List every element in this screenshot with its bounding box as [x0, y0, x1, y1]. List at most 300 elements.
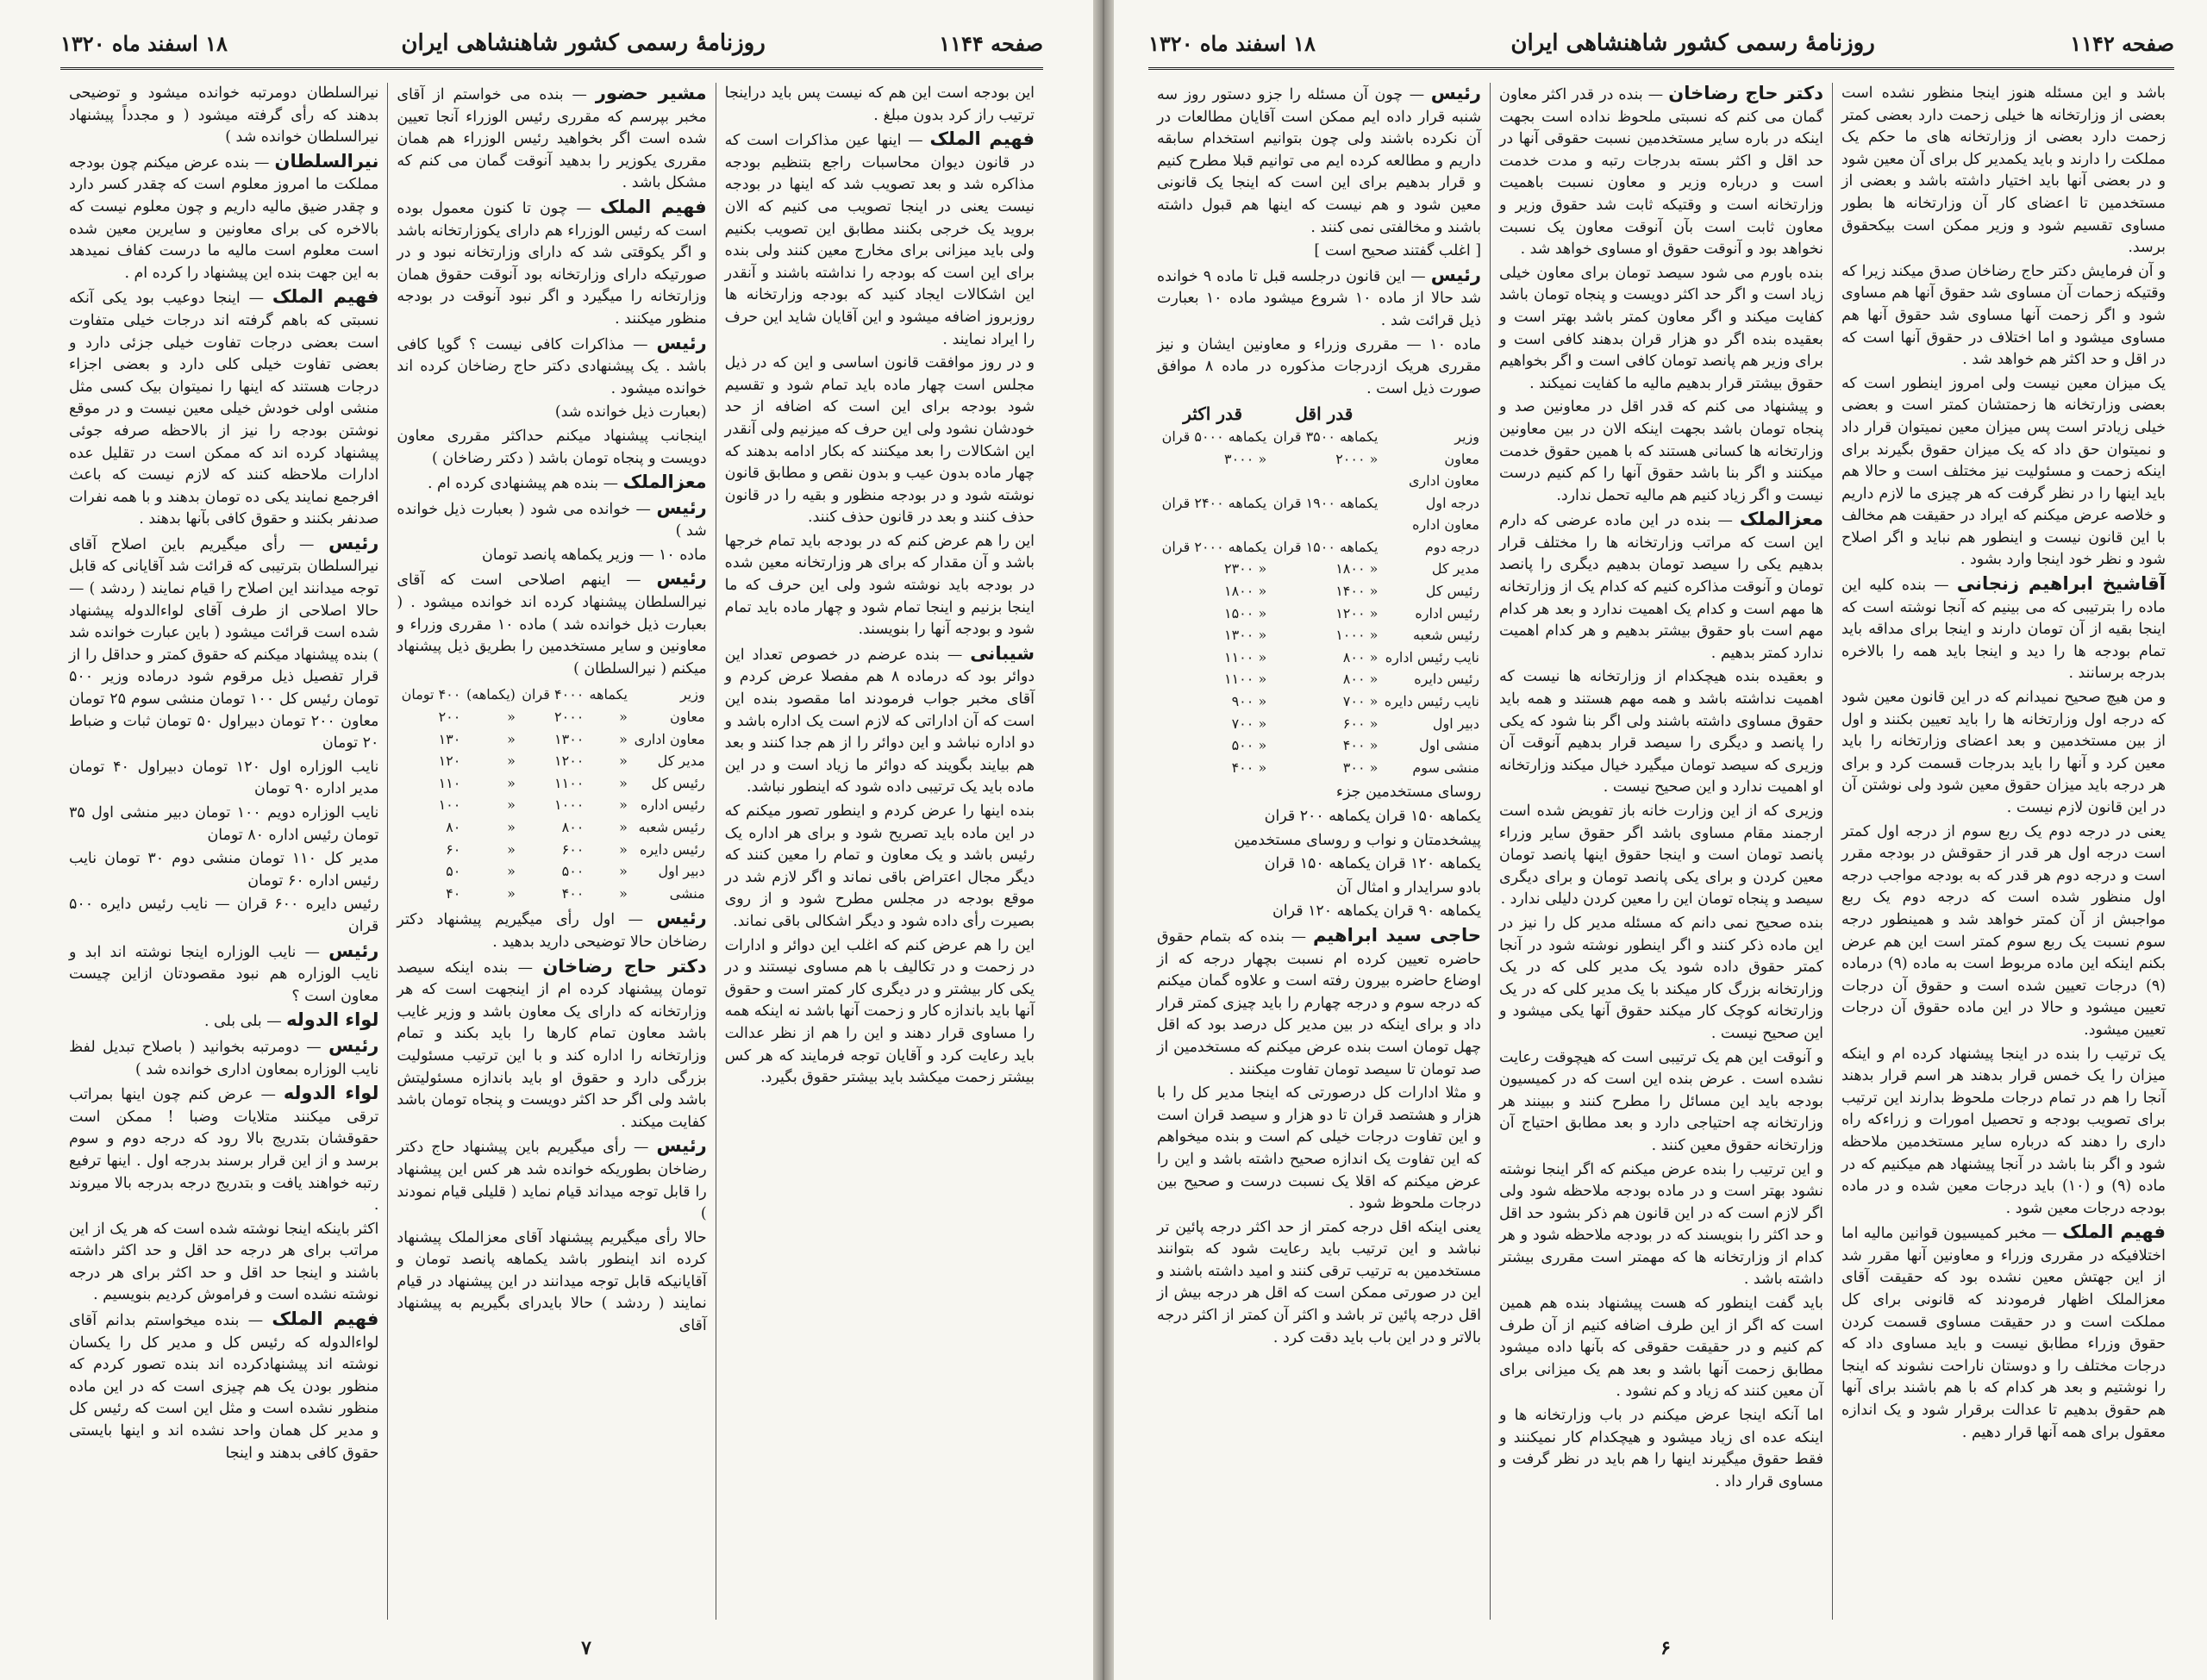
body-text: روسای مستخدمین جزء — [1335, 784, 1481, 802]
body-text: — عرض کنم چون اینها بمراتب ترقی میکنند متلایات وضبا ! ممکن است حقوقشان بتدریج بالا رود که درجه دوم و سوم برسد و از این قرار برسند بدرجه اول . اینها ترفیع رتبه خواهند یافت و بتدریج درجه بدرجه بالا میروند . — [69, 1086, 379, 1215]
paragraph — [1157, 782, 1481, 804]
table-row — [397, 883, 706, 905]
table-cell: ۵۰۰ — [561, 863, 585, 880]
body-text: — بنده هم پیشنهادی کرده ام . — [427, 475, 618, 493]
table-cell: وزیر — [1454, 428, 1479, 445]
body-text: — نایب الوزاره اینجا نوشته اند ابد و نایب الوزاره هم نبود مقصودتان ازاین چیست معاون است ؟ — [69, 943, 379, 1005]
speaker-paragraph — [69, 286, 378, 531]
body-text: — بنده در این ماده عرضی که دارم این است که مراتب وزارتخانه ها را مختلف قرار بدهیم یکی را سیصد تومان بدهیم دیگری را پانصد تومان و آنوقت مذاکره کنیم که کدام یک از وزارتخانه ها مهم است و کدام یک اهمیت ندارد و بعد هر کدام مهم است باو حقوق بیشتر بدهیم و هر کدام اهمیت ندارد کمتر بدهیم . — [1499, 512, 1823, 662]
table-cell: منشی سوم — [1412, 759, 1479, 776]
paragraph — [1499, 913, 1823, 1046]
body-text: مدیر کل ۱۱۰ تومان منشی دوم ۳۰ تومان نایب رئیس اداره ۶۰ تومان — [69, 850, 379, 890]
speaker-name: رئیس — [656, 332, 707, 353]
speaker-paragraph — [397, 83, 706, 195]
speaker-name: نیرالسلطان — [274, 150, 379, 172]
table-cell: ۲۰۰ — [438, 709, 461, 726]
body-text: — بنده عرضم در خصوص تعداد این دوائر بود که درماده ۸ هم مفصلا عرض کردم و آقای مخبر جواب فرمودند اما مقصود بنده این است که آن اداراتی که لازم است یک اداره باشد و دو اداره نباشد و این دوائر را از هم جدا کنند و بعد هم بیایند بگویند که دوائر ما زیاد است و در این ماده باید یک ترتیبی داده شود که اینطور نباشد. — [724, 646, 1035, 796]
table-row — [1157, 514, 1481, 536]
table-cell: « — [619, 840, 628, 858]
table-cell: معاون اداره — [1412, 516, 1479, 534]
table-cell: ۸۰۰ — [561, 819, 585, 835]
table-cell: « ۱۸۰۰ — [1223, 583, 1267, 600]
body-text: یک ترتیب را بنده در اینجا پیشنهاد کرده ام و اینکه میزان را یک خمس قرار بدهند هر اسم قرار بدهند آنجا را هم در تمام درجات ملحوظ بدارند این ترتیب برای تصویب بودجه و تحصیل امورات و زراءکه راه داری را دهند که درباره سایر مستخدمین ملاحظه شود و اگر بنا باشد در آنجا پیشنهاد هم میکنیم که در ماده (۹) و (۱۰) باید درجات معین شده و در ماده بودجه درجات معین شود . — [1841, 1045, 2166, 1217]
binding-gutter — [1093, 0, 1114, 1680]
paragraph — [397, 1227, 706, 1338]
body-text: — بنده میخواستم بدانم آقای لواءالدوله که رئیس کل و مدیر کل را یکسان نوشته اند پیشنهادکرده اند بنده تصور کردم که منظور بودن یک هم چیزی است که در این ماده منظور نشده است و مثل این است که رئیس کل و مدیر کل همان واحد نشده اند و اینها بایستی حقوق کافی بدهند و اینجا — [69, 1312, 379, 1462]
table-cell: « — [619, 774, 628, 791]
table-cell: یکماهه ۲۴۰۰ قران — [1161, 494, 1267, 511]
body-text: بنده باورم می شود سیصد تومان برای معاون خیلی زیاد است و اگر حد اکثر دویست و پنجاه تومان باشد کفایت میکند و اگر معاون کمتر باشد بهتر است و بعقیده بنده اگر دو هزار قران بدهند کافی است و برای وزیر هم پانصد تومان کافی است و اگر بخواهیم حقوق بیشتر قرار بدهیم مالیه ما کفایت نمیکند . — [1499, 264, 1823, 392]
body-text: — این قانون درجلسه قبل تا ماده ۹ خوانده شد حالا از ماده ۱۰ شروع میشود ماده ۱۰ بعبارت ذیل قرائت شد . — [1157, 267, 1481, 329]
table-cell: « ۹۰۰ — [1231, 693, 1267, 710]
table-cell: رئیس اداره — [1415, 604, 1479, 621]
body-text: — بنده عرض میکنم چون بودجه مملکت ما امروز معلوم است که چقدر کسر دارد و چقدر ضیق مالیه داریم و چون معلوم نیست که بالاخره کی برای معاونین و سایرین معین شده است معلوم است مالیه ما درست کفاف نمیدهد به این جهت بنده این پیشنهاد را کرده ام . — [69, 153, 379, 282]
table-cell: نایب رئیس دایره — [1384, 693, 1479, 710]
body-text: — بنده کلیه این ماده را بترتیبی که می بینیم که آنجا نوشته است که اینجا بقیه از آن تومان دارند و اینجا برای مداقه باید تمام بودجه ها را دید و اینجا باید همه را بالاخره بدرجه برسانند . — [1841, 577, 2166, 683]
paragraph — [1841, 821, 2166, 1042]
table-row — [1157, 536, 1481, 559]
body-text: و در روز موافقت قانون اساسی و این که در ذیل مجلس است چهار ماده باید تمام شود و تقسیم شود بودجه برای این است که اضافه از حد خودشان نشود ولی این حرف که میزنیم ولی آنقدر این اشکالات را بعد میکنند که بکار ادامه بدهند که چهار ماده بدون عیب و بدون نقص و مطابق قانون نوشته شود و در بودجه منظور و بقیه را در قانون حذف کنند و بعد در قانون حذف کنند. — [724, 354, 1035, 527]
table-cell: ۵۰ — [446, 863, 461, 880]
paragraph — [1157, 1217, 1481, 1350]
table-cell: رئیس شعبه — [1412, 627, 1479, 644]
speaker-paragraph — [1157, 265, 1481, 333]
text-column — [387, 83, 715, 1620]
body-text: نایب الوزاره اول ۱۲۰ تومان دبیراول ۴۰ تومان مدیر اداره ۹۰ تومان — [69, 758, 379, 798]
table-cell: « ۷۰۰ — [1231, 715, 1267, 732]
speaker-paragraph — [1499, 509, 1823, 665]
table-cell: « — [507, 863, 516, 880]
body-text: — چون آن مسئله را جزو دستور روز سه شنبه قرار داده ایم ممکن است آقایان مطالعات در آن نکرده باشند ولی چون بتوانیم استخدام سابقه داریم و مطالعه کرده ایم می توانیم قبلا مطرح کنیم و قرار بدهیم برای این است که اینجا یک قانونی معین شود و هم نیست که اینها هم قبول داشته باشند و مخالفتی نمی کنند . — [1157, 86, 1481, 236]
paragraph — [1499, 1047, 1823, 1158]
body-text: این بودجه است این هم که نیست پس باید دراینجا ترتیب راز کرد بدون مبلغ . — [724, 84, 1035, 124]
table-row — [397, 684, 706, 706]
page-right — [1114, 0, 2207, 1680]
body-text: — بنده که بتمام حقوق حاضره تعیین کرده ام نسبت بچهار درجه که از اوضاع حاضره بیرون رفته است و علاوه گمان میکنم که درجه سوم و درجه چهارم را باید چیزی کمتر قرار داد و برای اینکه در بین مدیر کل درصد بود که اقل چهل تومان است بنده عرض میکنم که مستخدمین از صد تومان تا سیصد تومان تفاوت میکنند . — [1157, 927, 1481, 1078]
body-text: نیرالسلطان دومرتبه خوانده میشود و توضیحی بدهند که رأی گرفته میشود ( و مجدداً پیشنهاد نیرالسلطان خوانده شد ) — [69, 84, 379, 147]
paragraph — [1499, 1159, 1823, 1292]
table-row — [1157, 734, 1481, 757]
body-text: و بعقیده بنده هیچکدام از وزارتخانه ها نیست که اهمیت نداشته باشد و همه مهم هستند و همه باید حقوق مساوی داشته باشند ولی اگر بنا شود که یکی را پانصد و دیگری را سیصد قرار بدهیم آنوقت آن وزیری که سیصد تومان میگیرد خیال میکند وزارتخانه او اهمیت ندارد و این صحیح نیست . — [1499, 668, 1823, 796]
body-text: اینجانب پیشنهاد میکنم حداکثر مقرری معاون دویست و پنجاه تومان باشد ( دکتر رضاخان ) — [397, 427, 707, 467]
speaker-paragraph — [69, 940, 378, 1009]
body-text: وزیری که از این وزارت خانه باز تفویض شده است ارجمند مقام مساوی باشد اگر حقوق سایر وزراء پانصد تومان است و اینجا حقوق اینها پانصد تومان معین کردن و برای یکی پانصد تومان و برای دیگری سیصد و پنجاه تومان این را معین کردن دلیلی ندارد . — [1499, 803, 1823, 909]
table-row — [1157, 426, 1481, 448]
issue-date: ۱۸ اسفند ماه ۱۳۲۰ — [1148, 30, 1316, 56]
speaker-name: رئیس — [328, 940, 379, 961]
table-cell: ۱۳۰۰ — [554, 730, 585, 747]
speaker-name: معزالملک — [1739, 509, 1824, 530]
table-cell: « ۱۸۰۰ — [1335, 560, 1379, 578]
speaker-paragraph — [397, 333, 706, 401]
table-cell: درجه دوم — [1424, 538, 1479, 555]
speaker-paragraph — [397, 1135, 706, 1225]
page-number: ۶ — [1660, 1637, 1671, 1659]
table-row — [1157, 668, 1481, 690]
table-cell: رئیس کل — [1425, 583, 1479, 600]
speaker-paragraph — [69, 533, 378, 755]
table-cell: « ۶۰۰ — [1342, 715, 1379, 732]
table-cell: نایب رئیس اداره — [1385, 648, 1479, 665]
body-text: ماده ۱۰ — مقرری وزراء و معاونین ایشان و نیز مقرری هریک ازدرجات مذکوره در ماده ۸ موافق صورت ذیل است . — [1157, 335, 1482, 397]
body-text: یعنی در درجه دوم یک ربع سوم از درجه اول کمتر است درجه اول هر قدر از حقوقش در بودجه مقرر است و درجه دوم هر قدر که به بودجه مواجب درجه اول منظور شده است که درجه دوم یک ربع مواجبش از آن کمتر خواهد شد و همینطور درجه سوم نسبت یک ربع سوم کمتر است این هم عرض بکنم اینکه این ماده مربوط است به ماده (۹) درماده (۹) درجات تعیین شده است و حقوق آن درجات تعیین میشود و حالا در این ماده حقوق آن درجات تعیین میشود. — [1841, 822, 2166, 1039]
speaker-paragraph — [1841, 573, 2166, 685]
body-text: و مثلا ادارات کل درصورتی که اینجا مدیر کل را با هزار و هشتصد قران تا دو هزار و سیصد قران است و این تفاوت درجات خیلی کم است و بنده میخواهم که این تفاوت یک اندازه صحیح داشته باشد و این را عرض میکنم که اقلا یک نسبت درست و صحیح بین درجات ملحوظ شود . — [1157, 1084, 1481, 1213]
speaker-name: رئیس — [656, 497, 707, 518]
table-cell: « ۵۰۰ — [1231, 737, 1267, 754]
paragraph — [1841, 1044, 2166, 1221]
text-column — [1490, 83, 1832, 1620]
paragraph — [69, 848, 378, 892]
paragraph — [1157, 1083, 1481, 1215]
table-cell: « ۲۰۰۰ — [1335, 450, 1379, 467]
table-cell: دبیر اول — [1432, 715, 1479, 732]
body-text: بنده اینها را عرض کردم و اینطور تصور میکنم که در این ماده باید تصریح شود و برای هر اداره یک رئیس باشد و یک معاون و تمام را معین کنند که دیگر مجال اعتراض باقی نماند و اگر لازم شد در موقع بودجه در مجلس مطرح شود و از روی بصیرت رأی داده شود و دیگر اشکالی باقی نماند. — [724, 803, 1035, 930]
table-cell: معاون — [1444, 450, 1479, 467]
table-cell: یکماهه ۳۵۰۰ قران — [1272, 428, 1379, 445]
body-text: — بنده در قدر اکثر معاون گمان می کنم که نسبتی ملحوظ نداده است بجهت اینکه در باره سایر مستخدمین نسبت حقوقی آنها در حد اقل و اکثر بسته بدرجات رتبه و مدت خدمت است و درباره وزیر و معاون نسبت باهمیت وزارتخانه است و وقتیکه ثابت شد حقوق وزیر و معاون ثابت است بآن آنوقت معاون یک نسبت نخواهد بود و آنوقت حقوق او مساوی خواهد شد . — [1499, 86, 1823, 259]
body-text: اکثر باینکه اینجا نوشته شده است که هر یک از این مراتب برای هر درجه حد اقل و حد اکثر داشته باشند و اینجا حد اقل و حد اکثر برای هر درجه نوشته نشده است و فراموش کردیم بنویسیم . — [69, 1220, 379, 1304]
table-cell: یکماهه — [589, 686, 628, 703]
table-cell: « ۱۳۰۰ — [1223, 627, 1267, 644]
table-cell: رئیس دایره — [1414, 671, 1479, 688]
table-cell: مدیر کل — [657, 753, 705, 770]
body-text: نایب الوزاره دویم ۱۰۰ تومان دبیر منشی اول ۳۵ تومان رئیس اداره ۸۰ تومان — [69, 804, 379, 844]
table-row — [397, 839, 706, 861]
body-text: باید گفت اینطور که هست پیشنهاد بنده هم همین است که اگر از این طرف اضافه کنیم از آن طرف کم کنیم و در حقیقت حقوقی که بآنها داده میشود مطابق زحمت آنها باشد و بعد هم یک میزانی برای آن معین کنند که زیاد و کم نشود . — [1499, 1295, 1823, 1401]
speaker-name: دکتر حاج رضاخان — [542, 955, 707, 977]
paragraph — [69, 803, 378, 846]
table-cell — [1268, 470, 1379, 492]
text-column — [60, 83, 387, 1620]
speaker-paragraph — [397, 497, 706, 543]
table-row — [1157, 690, 1481, 713]
body-text: یک میزان معین نیست ولی امروز اینطور است که بعضی وزارتخانه ها زحمتشان کمتر است و بعضی خیلی زیادتر است پس میزان معین نمیتوان قرار داد و نمیتوان حق داد که یک میزان حقوق بگیرند برای اینکه زحمت و مسئولیت نیز مختلف است و حالا هم باید اینها را در نظر گرفت که هر چیزی ما لازم داریم و خلاصه عرض میکنم که ایراد در حقیقت هم مخالف با این قانون نیست و اینطور هم نباید و اگر اصلاح شود و نظر خود اینجا وارد بشود . — [1841, 374, 2166, 569]
table-cell: ۱۳۰ — [438, 730, 461, 747]
paragraph — [1157, 240, 1481, 263]
table-cell: وزیر — [679, 686, 705, 703]
paragraph — [1841, 687, 2166, 820]
speaker-name: رئیس — [656, 908, 707, 929]
page-header — [1148, 19, 2174, 70]
table-row — [1157, 646, 1481, 669]
body-text: ماده ۱۰ — وزیر یکماهه پانصد تومان — [482, 546, 707, 564]
table-cell: یکماهه ۱۵۰۰ قران — [1272, 538, 1379, 555]
table-cell: ۸۰ — [446, 819, 461, 835]
body-text: یکماهه ۹۰ قران یکماهه ۱۲۰ قران — [1272, 902, 1481, 921]
table-header-row — [1157, 403, 1481, 426]
body-text: و من هیچ صحیح نمیدانم که در این قانون معین شود که درجه اول وزارتخانه ها را باید تعیین بکنند و اول از بین مستخدمین و بعد اعضای وزارتخانه را باید معین کرد و آنها را باید بدرجات قسمت کرد و برای هر درجه باید میزان حقوق معین شود ولی نوشتن آن در این قانون لازم نیست . — [1841, 689, 2166, 816]
text-column — [1832, 83, 2174, 1620]
table-cell: رئیس شعبه — [638, 819, 705, 835]
speaker-paragraph — [397, 197, 706, 331]
speaker-name: رئیس — [1430, 83, 1482, 103]
table-cell: « ۷۰۰ — [1342, 693, 1379, 710]
salary-table — [1157, 403, 1481, 778]
body-text: — مذاکرات کافی نیست ؟ گویا کافی باشد . یک پیشنهادی دکتر حاج رضاخان کرده اند خوانده میشود . — [397, 335, 707, 397]
table-cell: ۶۰ — [446, 840, 461, 858]
table-cell: « ۱۱۰۰ — [1223, 648, 1267, 665]
body-text: و این ترتیب را بنده عرض میکنم که اگر اینجا نوشته نشود بهتر است و در ماده بودجه ملاحظه شود ولی اگر لازم است که در این قانون هم ذکر بشود حد اقل و حد اکثر را بنویسند که در بودجه ملاحظه شود و هر کدام از وزارتخانه ها که مهمتر است مقرری بیشتر داشته باشد . — [1499, 1160, 1823, 1289]
speaker-name: فهیم الملک — [2062, 1221, 2166, 1243]
table-cell: « — [507, 709, 516, 726]
paragraph — [69, 1219, 378, 1307]
table-cell: « ۴۰۰ — [1231, 759, 1267, 776]
body-text: — اینها عین مذاکرات است که در قانون دیوان محاسبات راجع بتنظیم بودجه مذاکره شد و بعد تصویب شد که اینها در بودجه نیست یعنی در اینجا تصویب می کنیم که الان بروید یک خرجی بکنند مطابق این تصویب بکنیم ولی باید میزانی برای مخارج معین کنند ولی بنده برای این است که بودجه را نداشته باشند و آنقدر این اشکالات ایجاد کنید که بودجه وزارتخانه ها روزبروز اضافه میشود و این آقایان شاید این حرف را ایراد نمایند . — [724, 132, 1035, 348]
table-cell: یکماهه ۱۹۰۰ قران — [1272, 494, 1379, 511]
table-cell: « — [619, 796, 628, 814]
body-text: اما آنکه اینجا عرض میکنم در باب وزارتخانه ها و اینکه عده ای زیاد میشود و هیچکدام کار نمیکنند و فقط حقوق میگیرند اینها را هم باید در نظر گرفت و مساوی قرار داد . — [1499, 1407, 1823, 1490]
paragraph — [1499, 666, 1823, 799]
paragraph — [1841, 261, 2166, 372]
body-text: و آنوقت این هم یک ترتیبی است که هیچوقت رعایت نشده است . عرض بنده این است که در کمیسیون بودجه باید این مسائل را مطرح کنند و ببینند هر وزارتخانه چه احتیاجی دارد و بعد مطابق احتیاج آن وزارتخانه حقوق معین کنند . — [1499, 1048, 1823, 1154]
table-cell: « — [507, 884, 516, 902]
body-text: — خوانده می شود ( بعبارت ذیل خوانده شد ) — [397, 500, 707, 540]
paragraph — [1499, 263, 1823, 396]
speaker-name: حاجی سید ابراهیم — [1312, 924, 1481, 946]
paragraph — [1157, 901, 1481, 923]
paragraph — [69, 83, 378, 149]
paragraph — [1499, 1293, 1823, 1403]
speaker-name: لواء الدوله — [286, 1009, 379, 1031]
table-cell: ۴۰۰ — [561, 884, 585, 902]
speaker-name: فهیم الملک — [272, 1308, 379, 1330]
table-cell: « — [619, 863, 628, 880]
speaker-name: معزالملک — [622, 472, 707, 493]
table-cell: ۱۱۰۰ — [554, 774, 585, 791]
speaker-paragraph — [69, 1035, 378, 1081]
body-text: — بنده می خواستم از آقای مخبر بپرسم که مقرری رئیس الوزراء آنجا تعیین شده است اگر بخواهید رئیس الوزراء هم همان مقرری یکوزیر را بدهید آنوقت گمان می کنم که مشکل باشد . — [397, 86, 707, 192]
table-cell: « — [507, 840, 516, 858]
table-cell: ۱۰۰۰ — [554, 796, 585, 814]
table-cell: « ۱۲۰۰ — [1335, 604, 1379, 621]
table-row — [397, 794, 706, 816]
body-text: — اینهم اصلاحی است که آقای نیرالسلطان پیشنهاد کرده اند خوانده میشود . ( بعبارت ذیل خوانده شد ) ماده ۱۰ مقرری وزراء و معاونین و سایر مستخدمین را بطریق ذیل پیشنهاد میکنم ( نیرالسلطان ) — [397, 571, 707, 678]
body-text: و پیشنهاد می کنم که قدر اقل در معاونین صد و پنجاه تومان باشد بجهت اینکه الان در بین معاونین وزارتخانه ها کسانی هستند که با همین حقوق خدمت میکنند و اگر بنا باشد حقوق آنها را کم کنیم درست نیست و اگر زیاد کنیم هم مالیه تحمل ندارد. — [1499, 398, 1823, 504]
speaker-paragraph — [69, 151, 378, 285]
table-cell: « — [619, 753, 628, 770]
table-cell: دبیر اول — [658, 863, 705, 880]
body-text: — بلی بلی . — [203, 1013, 282, 1031]
paragraph — [397, 545, 706, 567]
speaker-name: دکتر حاج رضاخان — [1668, 83, 1823, 103]
body-text: — بنده اینکه سیصد تومان پیشنهاد کرده ام از اینجهت است که هر وزارتخانه که دارای یک معاون باشد و وزیر غایب باشد معاون تمام کارها را باید بکند و تمام وزارتخانه را اداره کند و با این ترتیب مسئولیت بزرگی دارد و حقوق او باید باندازه مسئولیتش باشد ولی اگر حد اکثر دویست و پنجاه تومان باشد کفایت میکند . — [397, 959, 707, 1131]
table-row — [1157, 580, 1481, 603]
body-text: بنده صحیح نمی دانم که مسئله مدیر کل را نیز در این ماده ذکر کنند و اگر اینطور نوشته شود در آنجا کمتر حقوق داده شود یک مدیر کلی که در یک وزارتخانه بزرگ کار میکند با یک مدیر کلی که در یک وزارتخانه کوچک کار میکند حقوق آنها یکی میشود و این صحیح نیست . — [1499, 914, 1823, 1042]
paragraph — [1157, 877, 1481, 900]
table-cell: رئیس کل — [651, 774, 705, 791]
columns — [60, 83, 1043, 1620]
text-column — [1148, 83, 1490, 1620]
body-text: یعنی اینکه اقل درجه کمتر از حد اکثر درجه پائین تر نباشد و این ترتیب باید رعایت شود که بتوانند مستخدمین به ترتیب ترقی کنند و امید داشته باشند و این در صورتی ممکن است که اقل هر درجه بیش از اقل درجه پائین تر باشد و اکثر آن کمتر از اکثر درجه بالاتر و در این باب باید دقت کرد . — [1157, 1218, 1481, 1346]
speaker-paragraph — [1841, 1221, 2166, 1444]
body-text: — چون تا کنون معمول بوده است که رئیس الوزراء هم دارای یکوزارتخانه باشد و اگر یکوقتی شد که دارای وزارتخانه نبود و در صورتیکه دارای وزارتخانه بود آنوقت حقوق همان وزارتخانه را میگیرد و اگر نبود آنوقت در بودجه منظور میکنند . — [397, 199, 707, 328]
table-cell: منشی اول — [1419, 737, 1479, 754]
table-cell: ۱۲۰۰ — [554, 753, 585, 770]
page-header — [60, 19, 1043, 70]
body-text: [ اغلب گفتند صحیح است ] — [1314, 242, 1481, 260]
page-number: ۷ — [581, 1637, 591, 1659]
body-text: پیشخدمتان و نواب و روسای مستخدمین — [1234, 831, 1481, 849]
table-header-cell: قدر اکثر — [1183, 403, 1243, 425]
paragraph — [1499, 1405, 1823, 1493]
table-cell: « — [619, 730, 628, 747]
paragraph — [1499, 397, 1823, 507]
body-text: — رأی میگیریم باین پیشنهاد حاج دکتر رضاخان بطوریکه خوانده شد هر کس این پیشنهاد را قابل توجه میداند قیام نماید ( قلیلی قیام نمودند ) — [397, 1139, 707, 1223]
body-text: باشد و این مسئله هنوز اینجا منظور نشده است بعضی از وزارتخانه ها خیلی زحمت دارد بعضی کمتر زحمت دارد بعضی از وزارتخانه های ما حکم یک مملکت را دارند و باید یکمدیر کل برای آن معین شود و در بعضی آنها باید اختیار داشته باشد و بعضی از مستخدمین تا اعضای کار آن وزارتخانه ها بطور مساوی تقسیم شود و وزیر ممکن است بیکحقوق برسد. — [1841, 84, 2166, 257]
paragraph — [725, 83, 1035, 127]
table-cell: « ۸۰۰ — [1342, 671, 1379, 688]
speaker-paragraph — [1157, 925, 1481, 1081]
paragraph — [69, 757, 378, 801]
speaker-paragraph — [725, 643, 1035, 799]
page-left — [0, 0, 1093, 1680]
speaker-paragraph — [397, 568, 706, 680]
speaker-name: رئیس — [656, 568, 707, 590]
table-cell: درجه اول — [1425, 494, 1479, 511]
table-cell: « ۱۵۰۰ — [1223, 604, 1267, 621]
paragraph — [397, 402, 706, 424]
body-text: بادو سرایدار و امثال آن — [1336, 878, 1481, 896]
table-cell: معاون — [670, 709, 705, 726]
table-header-cell: قدر اقل — [1295, 403, 1354, 425]
columns — [1148, 83, 2174, 1620]
speaker-name: رئیس — [328, 1034, 379, 1056]
table-cell: « — [619, 819, 628, 835]
body-text: و آن فرمایش دکتر حاج رضاخان صدق میکند زیرا که وقتیکه زحمات آن مساوی شد حقوق آنها هم مساوی شود و اگر زحمت آنها مساوی شد حقوق آنها هم مساوی میشود و اما اختلاف در حقوق آنها است که در اقل و حد اکثر هم خواهد شد . — [1841, 262, 2166, 369]
table-row — [1157, 448, 1481, 471]
gazette-title: روزنامهٔ رسمی کشور شاهنشاهی ایران — [401, 30, 766, 56]
paragraph — [725, 531, 1035, 641]
table-row — [397, 750, 706, 772]
text-column — [716, 83, 1043, 1620]
table-cell — [1157, 514, 1268, 536]
table-row — [397, 772, 706, 795]
speaker-paragraph — [397, 908, 706, 953]
paragraph — [1841, 83, 2166, 259]
table-cell: « — [507, 774, 516, 791]
table-cell: ۴۰۰۰ قران — [522, 686, 585, 703]
speaker-paragraph — [1157, 83, 1481, 239]
table-cell: « ۸۰۰ — [1342, 648, 1379, 665]
table-cell: « — [507, 730, 516, 747]
speaker-paragraph — [69, 1308, 378, 1465]
table-cell: (یکماهه) — [466, 686, 516, 703]
speaker-name: لواء الدوله — [283, 1083, 379, 1104]
body-text: — دومرتبه بخوانید ( باصلاح تبدیل لفظ نایب الوزاره بمعاون اداری خوانده شد ) — [69, 1038, 379, 1078]
body-text: — اینجا دوعیب بود یکی آنکه نسبتی که باهم گرفته اند درجات خیلی متفاوت است بعضی درجات تفاوت خیلی جزئی دارد و بعضی تفاوت خیلی کلی دارد و بعضی اجزاء درجات هستند که اینها را نمیتوان بیک کسی مثل منشی اولی خودش خیلی معین نیست و در موقع نوشتن بودجه را نیز از بالاحظه صرفه جوئی پیشنهاد کرده اند که ممکن است در تقلیل عده ادارات ملاحظه کنند که لازم نیست که باعث افرجمع نمایند یکی ده تومان بدهند و با همه نفرات صدنفر بکنند و حقوق کافی بآنها بدهند . — [69, 290, 379, 528]
body-text: (بعبارت ذیل خوانده شد) — [554, 403, 707, 422]
table-row — [397, 816, 706, 839]
gazette-title: روزنامهٔ رسمی کشور شاهنشاهی ایران — [1510, 30, 1875, 56]
table-cell: ۴۰۰ تومان — [401, 686, 461, 703]
body-text: — اول رأی میگیریم پیشنهاد دکتر رضاخان حالا توضیحی دارید بدهید . — [397, 911, 707, 951]
paragraph — [725, 935, 1035, 1090]
table-cell: رئیس دایره — [639, 840, 705, 858]
body-text: — مخبر کمیسیون قوانین مالیه اما اختلافیکه در مقرری وزراء و معاونین آنها مقرر شد از این جهتش معین نشده بود که حقیقت آقای معزالملک اظهار فرمودند که قانونی برای کل مملکت است و در حقیقت مساوی قسمت کردن حقوق وزراء مطابق نیست و باید مساوی داد که درجات مختلف را و دوستان ناراحت نشوند که اینجا را نوشتیم و بعد هر کدام که با هم باشند برای آنها هم حقوق بدهیم تا عدالت برقرار شود و یک اندازه معقول برای همه آنها قرار دهیم . — [1841, 1225, 2166, 1441]
paragraph — [1841, 373, 2166, 571]
speaker-paragraph — [397, 956, 706, 1134]
table-cell: منشی — [669, 884, 705, 902]
table-cell: « ۳۰۰۰ — [1223, 450, 1267, 467]
table-cell: مدیر کل — [1431, 560, 1479, 578]
body-text: این را هم عرض کنم که اغلب این دوائر و ادارات در زحمت و در تکالیف با هم مساوی نیستند و در یکی کار بیشتر و در دیگری کار کمتر است و حقوق آنها باید باندازه کار و زحمت آنها باشد نه اینکه همه را مساوی قرار دهند و این را هم از نظر عدالت باید رعایت کرد و آقایان توجه فرمایند که هر کس بیشتر زحمت میکشد باید بیشتر حقوق بگیرد. — [724, 936, 1035, 1087]
body-text: — رأی میگیریم باین اصلاح آقای نیرالسلطان بترتیبی که قرائت شد آقایانی که قابل توجه میدانند این اصلاح را قیام نمایند ( ردشد ) — حالا اصلاحی از طرف آقای لواءالدوله پیشنهاد شده است قرائت میشود ( باین عبارت خوانده شد ) بنده پیشنهاد میکنم که حقوق کمتر و حداقل را از قرار تفصیل ذیل مرقوم شود درماده وزیر ۵۰۰ تومان رئیس کل ۱۰۰ تومان منشی سوم ۲۵ تومان معاون ۲۰۰ تومان دبیراول ۵۰ تومان ثبات و ضباط ۲۰ تومان — [69, 535, 379, 753]
table-cell: معاون اداری — [634, 730, 705, 747]
speaker-name: شیبانی — [970, 642, 1035, 664]
body-text: یکماهه ۱۲۰ قران یکماهه ۱۵۰ قران — [1264, 855, 1481, 873]
table-cell: « — [507, 753, 516, 770]
paragraph — [397, 426, 706, 470]
table-cell: « — [619, 709, 628, 726]
table-cell: « — [619, 884, 628, 902]
table-row — [1157, 558, 1481, 580]
table-cell: یکماهه ۵۰۰۰ قران — [1161, 428, 1267, 445]
table-cell: یکماهه ۲۰۰۰ قران — [1161, 538, 1267, 555]
table-row — [1157, 713, 1481, 735]
issue-date: ۱۸ اسفند ماه ۱۳۲۰ — [60, 30, 228, 56]
table-row — [1157, 470, 1481, 492]
table-cell: « ۳۰۰ — [1342, 759, 1379, 776]
table-row — [1157, 757, 1481, 779]
table-cell: ۱۱۰ — [438, 774, 461, 791]
table-row — [1157, 624, 1481, 646]
table-cell: معاون اداری — [1409, 472, 1479, 490]
body-text: رئیس دایره ۶۰۰ قران — نایب رئیس دایره ۵۰۰ قران — [69, 896, 379, 935]
table-header-cell — [1379, 403, 1481, 426]
table-cell: رئیس اداره — [641, 796, 705, 814]
table-cell: ۲۰۰۰ — [554, 709, 585, 726]
body-text: این را هم عرض کنم که در بودجه باید تمام خرجها باشد و آن مقدار که برای هر وزارتخانه معین شده در بودجه باید نوشته شود ولی این حرف که ما اینجا بزنیم و اینجا تمام شود و چهار ماده باید تمام شود و بودجه آنها را بنویسند. — [724, 532, 1035, 639]
table-cell: ۶۰۰ — [561, 840, 585, 858]
paragraph — [1157, 830, 1481, 852]
table-cell: « ۱۰۰۰ — [1335, 627, 1379, 644]
table-row — [1157, 492, 1481, 515]
page-label: صفحه ۱۱۴۲ — [2070, 30, 2174, 56]
speaker-paragraph — [69, 1009, 378, 1034]
body-text: یکماهه ۱۵۰ قران یکماهه ۲۰۰ قران — [1264, 808, 1481, 825]
speaker-name: رئیس — [656, 1135, 707, 1157]
speaker-name: آقاشیخ ابراهیم زنجانی — [1956, 573, 2166, 595]
table-cell: « ۱۴۰۰ — [1335, 583, 1379, 600]
table-cell: ۱۰۰ — [438, 796, 461, 814]
table-row — [397, 860, 706, 883]
table-row — [1157, 603, 1481, 625]
speaker-paragraph — [69, 1083, 378, 1217]
table-cell — [1268, 514, 1379, 536]
table-cell: ۱۲۰ — [438, 753, 461, 770]
table-row — [397, 706, 706, 728]
table-cell: « — [507, 819, 516, 835]
table-cell: « — [507, 796, 516, 814]
table-cell: ۴۰ — [446, 884, 461, 902]
speaker-name: مشیر حضور — [595, 83, 707, 103]
paragraph — [1157, 334, 1481, 401]
speaker-paragraph — [1499, 83, 1823, 261]
table-cell: « ۱۱۰۰ — [1223, 671, 1267, 688]
paragraph — [725, 801, 1035, 934]
table-cell: « ۴۰۰ — [1342, 737, 1379, 754]
paragraph — [1499, 801, 1823, 911]
body-text: حالا رأی میگیریم پیشنهاد آقای معزالملک پیشنهاد کرده اند اینطور باشد یکماهه پانصد تومان و آقایانیکه قابل توجه میدانند در این پیشنهاد در قیام نمایند ( ردشد ) حالا بایدرای بگیریم به پیشنهاد آقای — [397, 1228, 707, 1335]
paragraph — [1157, 806, 1481, 828]
table-cell: « ۲۳۰۰ — [1223, 560, 1267, 578]
speaker-paragraph — [397, 472, 706, 496]
speaker-paragraph — [725, 128, 1035, 351]
paragraph — [725, 353, 1035, 529]
salary-table — [397, 684, 706, 904]
speaker-name: فهیم الملک — [599, 196, 707, 217]
